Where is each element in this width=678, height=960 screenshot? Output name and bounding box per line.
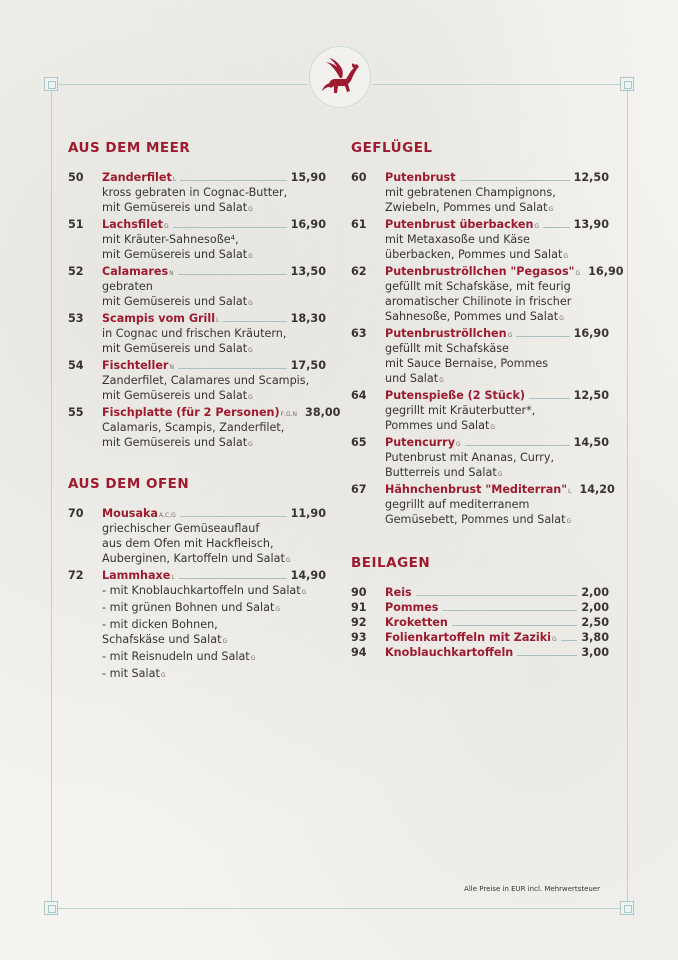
description-text: - mit Reisnudeln und Salat — [102, 650, 250, 663]
allergen-code: L — [216, 317, 220, 324]
item-name: Fischteller — [102, 359, 169, 372]
dotted-leader — [179, 577, 287, 579]
section-title-beilagen: BEILAGEN — [351, 555, 431, 571]
item-price: 2,00 — [581, 586, 609, 599]
item-number: 67 — [351, 483, 367, 496]
menu-item-header — [68, 311, 326, 326]
allergen-code: G — [248, 253, 253, 260]
item-description-line — [68, 521, 326, 536]
menu-item-header — [351, 435, 609, 450]
description-text: mit Gemüsereis und Salat — [102, 389, 248, 402]
allergen-code: G — [439, 377, 444, 384]
menu-item-header — [351, 600, 609, 615]
description-text: - mit Salat — [102, 667, 160, 680]
dotted-leader — [442, 609, 577, 611]
frame-left — [51, 84, 52, 908]
item-name: Calamares — [102, 265, 169, 278]
item-name: Putenbruströllchen — [385, 327, 507, 340]
allergen-code: L — [172, 176, 177, 183]
menu-item-header — [351, 217, 609, 232]
item-price: 14,90 — [290, 569, 326, 582]
item-description-line — [351, 185, 609, 200]
menu-item — [68, 311, 326, 358]
item-price: 18,30 — [290, 312, 326, 325]
description-text: mit Gemüsereis und Salat — [102, 295, 248, 308]
frame-top-right — [373, 84, 627, 85]
item-description-line — [68, 583, 326, 600]
gefluegel-list — [351, 170, 624, 529]
pegasus-icon — [316, 53, 366, 103]
allergen-code: G — [164, 223, 169, 230]
item-description-line — [351, 418, 609, 435]
item-price: 3,00 — [581, 646, 609, 659]
item-description-line — [68, 200, 326, 217]
item-description-line — [351, 371, 609, 388]
item-name: Lammhaxe — [102, 569, 171, 582]
description-text: mit Gemüsereis und Salat — [102, 201, 248, 214]
item-description-line — [68, 617, 326, 632]
allergen-code: N — [169, 270, 174, 277]
item-description-line — [351, 309, 609, 326]
menu-item-header — [351, 615, 609, 630]
menu-item-header — [351, 388, 609, 403]
item-number: 60 — [351, 171, 367, 184]
dotted-leader — [178, 273, 287, 275]
allergen-code: A,C,G — [158, 512, 176, 519]
menu-item — [68, 506, 326, 568]
description-text: aus dem Ofen mit Hackfleisch, — [102, 537, 274, 550]
section-title-gefluegel: GEFLÜGEL — [351, 140, 433, 156]
item-price: 13,50 — [290, 265, 326, 278]
description-text: gefüllt mit Schafskäse — [385, 342, 509, 355]
item-description-line — [351, 200, 609, 217]
item-description-line — [68, 632, 326, 649]
description-text: griechischer Gemüseauflauf — [102, 522, 260, 535]
left-column — [68, 138, 341, 683]
item-price: 16,90 — [588, 265, 624, 278]
item-number: 65 — [351, 436, 367, 449]
item-number: 91 — [351, 601, 367, 614]
menu-item-header — [351, 170, 609, 185]
item-name: Mousaka — [102, 507, 158, 520]
allergen-code: G — [563, 253, 569, 260]
menu-item-header — [351, 326, 609, 341]
allergen-code: G — [575, 270, 581, 277]
item-name: Fischplatte (für 2 Personen) — [102, 406, 280, 419]
description-text: in Cognac und frischen Kräutern, — [102, 327, 287, 340]
menu-item — [68, 170, 326, 217]
menu-item-header — [68, 405, 341, 420]
allergen-code: G — [160, 672, 166, 679]
menu-item-header — [68, 358, 326, 373]
allergen-code: G — [248, 347, 253, 354]
allergen-code: G — [548, 206, 554, 213]
description-text: mit Gemüsereis und Salat — [102, 248, 248, 261]
item-description-line — [68, 373, 326, 388]
menu-item — [68, 217, 326, 264]
item-description-line — [68, 247, 326, 264]
item-price: 12,50 — [573, 171, 609, 184]
item-description-line — [68, 649, 326, 666]
menu-item-header — [351, 585, 609, 600]
item-description-line — [68, 279, 326, 294]
menu-item — [68, 358, 326, 405]
menu-item — [68, 405, 341, 452]
dotted-leader — [223, 320, 286, 322]
pegasus-logo — [309, 46, 371, 108]
menu-item-header — [351, 645, 609, 660]
description-text: gebraten — [102, 280, 153, 293]
item-number: 90 — [351, 586, 367, 599]
beilagen-list — [351, 585, 609, 660]
item-name: Kroketten — [385, 616, 448, 629]
item-price: 16,90 — [290, 218, 326, 231]
item-number: 72 — [68, 569, 84, 582]
item-number: 52 — [68, 265, 84, 278]
item-number: 62 — [351, 265, 367, 278]
item-price: 14,20 — [579, 483, 615, 496]
description-text: gefüllt mit Schafskäse, mit feurig — [385, 280, 571, 293]
item-price: 17,50 — [290, 359, 326, 372]
allergen-code: G — [222, 638, 228, 645]
menu-item — [351, 326, 609, 388]
dotted-leader — [529, 397, 570, 399]
allergen-code: G — [301, 589, 307, 596]
item-description-line — [351, 279, 609, 294]
allergen-code: G — [456, 441, 461, 448]
menu-item — [351, 600, 609, 615]
dotted-leader — [460, 179, 570, 181]
dotted-leader — [516, 335, 569, 337]
description-text: Butterreis und Salat — [385, 466, 497, 479]
item-number: 94 — [351, 646, 367, 659]
description-text: überbacken, Pommes und Salat — [385, 248, 563, 261]
item-description-line — [68, 388, 326, 405]
item-name: Zanderfilet — [102, 171, 172, 184]
menu-item — [68, 568, 326, 683]
item-description-line — [351, 247, 609, 264]
allergen-code: N — [169, 364, 174, 371]
item-number: 51 — [68, 218, 84, 231]
item-description-line — [351, 232, 609, 247]
item-name: Putencurry — [385, 436, 455, 449]
menu-item — [351, 264, 624, 326]
section-title-meer: AUS DEM MEER — [68, 140, 191, 156]
item-name: Hähnchenbrust "Mediterran" — [385, 483, 568, 496]
item-description-line — [68, 551, 326, 568]
item-name: Putenbruströllchen "Pegasos" — [385, 265, 575, 278]
item-number: 50 — [68, 171, 84, 184]
allergen-code: G — [552, 636, 557, 643]
description-text: Sahnesoße, Pommes und Salat — [385, 310, 559, 323]
allergen-code: L — [568, 488, 572, 495]
menu-item-header — [351, 630, 609, 645]
menu-item-header — [68, 264, 326, 279]
item-name: Pommes — [385, 601, 439, 614]
item-description-line — [68, 326, 326, 341]
ofen-list — [68, 506, 326, 683]
item-price: 15,90 — [290, 171, 326, 184]
item-name: Reis — [385, 586, 412, 599]
menu-item-header — [68, 506, 326, 521]
frame-corner-br — [620, 901, 634, 915]
dotted-leader — [178, 367, 287, 369]
item-price: 2,00 — [581, 601, 609, 614]
item-description-line — [351, 356, 609, 371]
item-description-line — [68, 600, 326, 617]
item-price: 12,50 — [573, 389, 609, 402]
menu-item — [351, 435, 609, 482]
item-number: 64 — [351, 389, 367, 402]
item-number: 54 — [68, 359, 84, 372]
item-description-line — [68, 666, 326, 683]
description-text: - mit dicken Bohnen, — [102, 618, 218, 631]
description-text: Auberginen, Kartoffeln und Salat — [102, 552, 285, 565]
item-price: 38,00 — [305, 406, 341, 419]
frame-bottom — [51, 908, 627, 909]
item-description-line — [351, 465, 609, 482]
menu-item — [351, 170, 609, 217]
item-description-line — [68, 435, 326, 452]
item-name: Putenspieße (2 Stück) — [385, 389, 526, 402]
allergen-code: G — [497, 471, 503, 478]
item-price: 16,90 — [573, 327, 609, 340]
item-description-line — [68, 341, 326, 358]
menu-item-header — [68, 568, 326, 583]
item-number: 63 — [351, 327, 367, 340]
menu-item — [351, 645, 609, 660]
item-price: 3,80 — [581, 631, 609, 644]
item-number: 92 — [351, 616, 367, 629]
description-text: Pommes und Salat — [385, 419, 490, 432]
allergen-code: G — [534, 223, 540, 230]
allergen-code: G — [248, 300, 253, 307]
frame-top-left — [51, 84, 307, 85]
item-name: Putenbrust — [385, 171, 456, 184]
item-name: Lachsfilet — [102, 218, 163, 231]
description-text: mit Kräuter-Sahnesoße⁴, — [102, 233, 239, 246]
dotted-leader — [452, 624, 578, 626]
description-text: gegrillt auf mediterranem — [385, 498, 530, 511]
description-text: - mit grünen Bohnen und Salat — [102, 601, 275, 614]
menu-item — [351, 388, 609, 435]
item-price: 13,90 — [573, 218, 609, 231]
description-text: mit gebratenen Champignons, — [385, 186, 556, 199]
menu-item — [351, 482, 615, 529]
allergen-code: G — [490, 424, 496, 431]
allergen-code: G — [566, 518, 572, 525]
item-description-line — [351, 450, 609, 465]
item-name: Knoblauchkartoffeln — [385, 646, 514, 659]
dotted-leader — [517, 654, 577, 656]
description-text: kross gebraten in Cognac-Butter, — [102, 186, 288, 199]
allergen-code: G — [507, 332, 513, 339]
description-text: Zanderfilet, Calamares und Scampis, — [102, 374, 310, 387]
menu-item-header — [351, 264, 624, 279]
item-description-line — [351, 403, 609, 418]
frame-right — [627, 84, 628, 908]
allergen-code: G — [275, 606, 280, 613]
description-text: gegrillt mit Kräuterbutter*, — [385, 404, 536, 417]
item-price: 11,90 — [290, 507, 326, 520]
menu-item — [351, 615, 609, 630]
allergen-code: G — [250, 655, 256, 662]
menu-item — [351, 630, 609, 645]
description-text: Zwiebeln, Pommes und Salat — [385, 201, 548, 214]
menu-item — [68, 264, 326, 311]
right-column — [351, 138, 624, 660]
frame-corner-tr — [620, 77, 634, 91]
meer-list — [68, 170, 341, 452]
item-number: 61 — [351, 218, 367, 231]
menu-item-header — [351, 482, 615, 497]
item-description-line — [68, 185, 326, 200]
item-name: Folienkartoffeln mit Zaziki — [385, 631, 551, 644]
description-text: und Salat — [385, 372, 439, 385]
item-name: Putenbrust überbacken — [385, 218, 534, 231]
description-text: Schafskäse und Salat — [102, 633, 222, 646]
menu-item — [351, 217, 609, 264]
footnote: Alle Preise in EUR incl. Mehrwertsteuer — [464, 885, 600, 893]
item-description-line — [68, 294, 326, 311]
item-description-line — [351, 497, 609, 512]
menu-item — [351, 585, 609, 600]
item-name: Scampis vom Grill — [102, 312, 216, 325]
allergen-code: G — [559, 315, 564, 322]
description-text: mit Gemüsereis und Salat — [102, 436, 248, 449]
item-description-line — [68, 420, 326, 435]
item-number: 93 — [351, 631, 367, 644]
description-text: mit Gemüsereis und Salat — [102, 342, 248, 355]
item-number: 55 — [68, 406, 84, 419]
dotted-leader — [416, 594, 578, 596]
item-description-line — [351, 512, 609, 529]
item-number: 53 — [68, 312, 84, 325]
description-text: - mit Knoblauchkartoffeln und Salat — [102, 584, 301, 597]
allergen-code: G — [248, 394, 253, 401]
item-price: 14,50 — [573, 436, 609, 449]
item-price: 2,50 — [581, 616, 609, 629]
description-text: mit Sauce Bernaise, Pommes — [385, 357, 549, 370]
frame-corner-tl — [44, 77, 58, 91]
item-number: 70 — [68, 507, 84, 520]
frame-corner-bl — [44, 901, 58, 915]
menu-item-header — [68, 217, 326, 232]
section-title-ofen: AUS DEM OFEN — [68, 476, 190, 492]
description-text: mit Metaxasoße und Käse — [385, 233, 530, 246]
allergen-code: L — [171, 574, 175, 581]
description-text: Calamaris, Scampis, Zanderfilet, — [102, 421, 285, 434]
item-description-line — [351, 294, 609, 309]
dotted-leader — [465, 444, 570, 446]
allergen-code: G — [248, 441, 253, 448]
description-text: Putenbrust mit Ananas, Curry, — [385, 451, 555, 464]
allergen-code: G — [248, 206, 253, 213]
item-description-line — [68, 536, 326, 551]
dotted-leader — [180, 179, 286, 181]
dotted-leader — [561, 639, 578, 641]
item-description-line — [68, 232, 326, 247]
menu-item-header — [68, 170, 326, 185]
allergen-code: G — [285, 557, 291, 564]
dotted-leader — [543, 226, 570, 228]
allergen-code: F,G,N — [280, 411, 298, 418]
item-description-line — [351, 341, 609, 356]
description-text: Gemüsebett, Pommes und Salat — [385, 513, 566, 526]
description-text: aromatischer Chilinote in frischer — [385, 295, 572, 308]
dotted-leader — [173, 226, 287, 228]
dotted-leader — [180, 515, 287, 517]
